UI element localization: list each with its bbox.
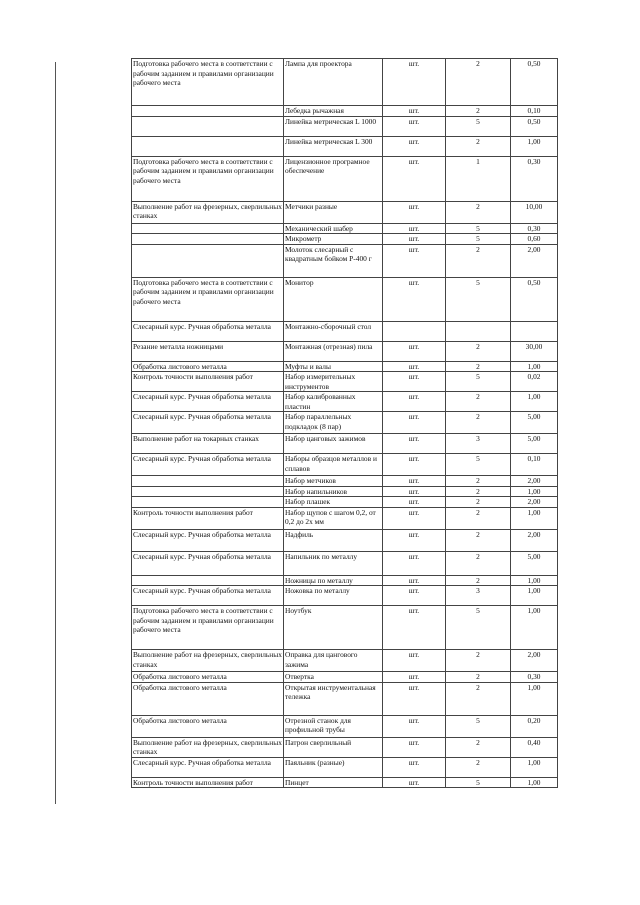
price-cell: 1,00 bbox=[511, 486, 558, 497]
quantity-cell: 5 bbox=[446, 454, 511, 476]
category-cell: Подготовка рабочего места в соответствии с рабочим заданием и правилами организации рабочего места bbox=[132, 156, 284, 201]
quantity-cell: 5 bbox=[446, 715, 511, 737]
price-cell: 30,00 bbox=[511, 341, 558, 361]
unit-cell: шт. bbox=[383, 672, 446, 683]
unit-cell: шт. bbox=[383, 244, 446, 277]
item-cell: Линейка метрическая L 300 bbox=[284, 136, 383, 156]
table-row bbox=[132, 321, 558, 341]
price-cell: 1,00 bbox=[511, 575, 558, 586]
quantity-cell bbox=[446, 321, 511, 341]
unit-cell: шт. bbox=[383, 486, 446, 497]
price-cell: 0,50 bbox=[511, 116, 558, 136]
quantity-cell: 2 bbox=[446, 201, 511, 223]
price-cell: 1,00 bbox=[511, 757, 558, 777]
table-row bbox=[132, 136, 558, 156]
item-cell: Отвертка bbox=[284, 672, 383, 683]
quantity-cell: 2 bbox=[446, 757, 511, 777]
item-cell: Монтажная (отрезная) пила bbox=[284, 341, 383, 361]
price-cell: 0,40 bbox=[511, 737, 558, 757]
item-cell: Патрон сверлильный bbox=[284, 737, 383, 757]
item-cell: Ноутбук bbox=[284, 606, 383, 650]
price-cell: 0,50 bbox=[511, 59, 558, 106]
category-cell: Слесарный курс. Ручная обработка металла bbox=[132, 321, 284, 341]
table-row bbox=[132, 223, 558, 234]
unit-cell: шт. bbox=[383, 201, 446, 223]
unit-cell: шт. bbox=[383, 507, 446, 529]
price-cell: 0,30 bbox=[511, 156, 558, 201]
item-cell: Лампа для проектора bbox=[284, 59, 383, 106]
unit-cell: шт. bbox=[383, 223, 446, 234]
price-cell: 0,50 bbox=[511, 277, 558, 321]
price-cell: 1,00 bbox=[511, 392, 558, 412]
item-cell: Набор измерительных инструментов bbox=[284, 372, 383, 392]
table-row bbox=[132, 777, 558, 788]
quantity-cell: 5 bbox=[446, 234, 511, 245]
table-row bbox=[132, 372, 558, 392]
table-row bbox=[132, 757, 558, 777]
unit-cell bbox=[383, 321, 446, 341]
price-cell: 0,10 bbox=[511, 106, 558, 117]
quantity-cell: 2 bbox=[446, 476, 511, 487]
quantity-cell: 2 bbox=[446, 136, 511, 156]
category-cell bbox=[132, 136, 284, 156]
table-row bbox=[132, 476, 558, 487]
quantity-cell: 2 bbox=[446, 507, 511, 529]
quantity-cell: 2 bbox=[446, 551, 511, 575]
item-cell: Набор щупов с шагом 0,2, от 0,2 до 2х мм bbox=[284, 507, 383, 529]
unit-cell: шт. bbox=[383, 737, 446, 757]
price-cell: 0,02 bbox=[511, 372, 558, 392]
item-cell: Наборы образцов металлов и сплавов bbox=[284, 454, 383, 476]
category-cell: Выполнение работ на токарных станках bbox=[132, 434, 284, 454]
price-cell: 0,20 bbox=[511, 715, 558, 737]
table-row bbox=[132, 529, 558, 551]
item-cell: Отрезной станок для профильной трубы bbox=[284, 715, 383, 737]
category-cell bbox=[132, 486, 284, 497]
table-row bbox=[132, 392, 558, 412]
category-cell: Слесарный курс. Ручная обработка металла bbox=[132, 586, 284, 606]
category-cell: Контроль точности выполнения работ bbox=[132, 372, 284, 392]
quantity-cell: 5 bbox=[446, 606, 511, 650]
price-cell: 1,00 bbox=[511, 777, 558, 788]
item-cell: Ножовка по металлу bbox=[284, 586, 383, 606]
table-row bbox=[132, 116, 558, 136]
item-cell: Метчики разные bbox=[284, 201, 383, 223]
quantity-cell: 2 bbox=[446, 529, 511, 551]
table-row bbox=[132, 586, 558, 606]
table-row bbox=[132, 201, 558, 223]
quantity-cell: 2 bbox=[446, 392, 511, 412]
price-cell: 5,00 bbox=[511, 412, 558, 434]
table-row bbox=[132, 244, 558, 277]
unit-cell: шт. bbox=[383, 412, 446, 434]
category-cell: Выполнение работ на фрезерных, сверлильных станках bbox=[132, 201, 284, 223]
table-row bbox=[132, 434, 558, 454]
category-cell: Контроль точности выполнения работ bbox=[132, 507, 284, 529]
price-cell: 5,00 bbox=[511, 551, 558, 575]
item-cell: Микрометр bbox=[284, 234, 383, 245]
unit-cell: шт. bbox=[383, 606, 446, 650]
unit-cell: шт. bbox=[383, 392, 446, 412]
table-row bbox=[132, 412, 558, 434]
table-row bbox=[132, 575, 558, 586]
unit-cell: шт. bbox=[383, 575, 446, 586]
category-cell: Обработка листового металла bbox=[132, 682, 284, 715]
category-cell: Выполнение работ на фрезерных, сверлильных станках bbox=[133, 737, 282, 756]
table-row bbox=[132, 715, 558, 737]
category-cell bbox=[132, 476, 284, 487]
table-row bbox=[132, 234, 558, 245]
unit-cell: шт. bbox=[383, 682, 446, 715]
category-cell: Выполнение работ на фрезерных, сверлильных станках bbox=[132, 650, 284, 672]
price-cell: 2,00 bbox=[511, 529, 558, 551]
unit-cell: шт. bbox=[383, 529, 446, 551]
quantity-cell: 2 bbox=[446, 672, 511, 683]
unit-cell: шт. bbox=[383, 116, 446, 136]
price-cell: 0,60 bbox=[511, 234, 558, 245]
category-cell: Подготовка рабочего места в соответствии с рабочим заданием и правилами организации рабочего места bbox=[132, 606, 284, 650]
quantity-cell: 2 bbox=[446, 737, 511, 757]
price-cell: 1,00 bbox=[511, 682, 558, 715]
item-cell: Молоток слесарный с квадратным бойком Р-400 г bbox=[284, 244, 383, 277]
table-row bbox=[132, 650, 558, 672]
category-cell: Обработка листового металла bbox=[132, 672, 284, 683]
quantity-cell: 1 bbox=[446, 156, 511, 201]
unit-cell: шт. bbox=[383, 106, 446, 117]
unit-cell: шт. bbox=[383, 59, 446, 106]
quantity-cell: 5 bbox=[446, 372, 511, 392]
table-row bbox=[132, 606, 558, 650]
category-cell: Подготовка рабочего места в соответствии с рабочим заданием и правилами организации рабочего места bbox=[132, 277, 284, 321]
category-cell: Слесарный курс. Ручная обработка металла bbox=[132, 757, 284, 777]
category-cell bbox=[132, 223, 284, 234]
quantity-cell: 2 bbox=[446, 682, 511, 715]
item-cell: Напильник по металлу bbox=[284, 551, 383, 575]
unit-cell: шт. bbox=[383, 757, 446, 777]
category-cell: Слесарный курс. Ручная обработка металла bbox=[132, 412, 284, 434]
quantity-cell: 2 bbox=[446, 244, 511, 277]
unit-cell: шт. bbox=[383, 434, 446, 454]
quantity-cell: 2 bbox=[446, 497, 511, 508]
quantity-cell: 2 bbox=[446, 575, 511, 586]
category-cell bbox=[132, 106, 284, 117]
item-cell: Набор плашек bbox=[284, 497, 383, 508]
price-cell: 2,00 bbox=[511, 497, 558, 508]
price-cell: 0,30 bbox=[511, 223, 558, 234]
table-row bbox=[132, 551, 558, 575]
item-cell: Открытая инструментальная тележка bbox=[284, 682, 383, 715]
item-cell: Набор калиброванных пластин bbox=[284, 392, 383, 412]
price-cell: 0,30 bbox=[511, 672, 558, 683]
item-cell: Пинцет bbox=[284, 777, 383, 788]
page-margin-line bbox=[55, 62, 56, 804]
category-cell bbox=[132, 244, 284, 277]
category-cell: Слесарный курс. Ручная обработка металла bbox=[132, 529, 284, 551]
category-cell: Слесарный курс. Ручная обработка металла bbox=[132, 392, 284, 412]
unit-cell: шт. bbox=[383, 372, 446, 392]
table-row bbox=[132, 106, 558, 117]
category-cell: Слесарный курс. Ручная обработка металла bbox=[132, 551, 284, 575]
item-cell: Ножницы по металлу bbox=[284, 575, 383, 586]
quantity-cell: 2 bbox=[446, 59, 511, 106]
price-cell: 1,00 bbox=[511, 361, 558, 372]
quantity-cell: 2 bbox=[446, 486, 511, 497]
category-cell: Обработка листового металла bbox=[132, 715, 284, 737]
quantity-cell: 2 bbox=[446, 361, 511, 372]
table-row bbox=[132, 672, 558, 683]
quantity-cell: 5 bbox=[446, 777, 511, 788]
price-cell: 5,00 bbox=[511, 434, 558, 454]
unit-cell: шт. bbox=[383, 476, 446, 487]
table-row bbox=[132, 497, 558, 508]
quantity-cell: 5 bbox=[446, 277, 511, 321]
category-cell bbox=[132, 234, 284, 245]
item-cell: Линейка метрическая L 1000 bbox=[284, 116, 383, 136]
item-cell: Лебедка рычажная bbox=[284, 106, 383, 117]
unit-cell: шт. bbox=[383, 234, 446, 245]
unit-cell: шт. bbox=[383, 586, 446, 606]
unit-cell: шт. bbox=[383, 341, 446, 361]
quantity-cell: 3 bbox=[446, 586, 511, 606]
price-cell bbox=[511, 321, 558, 341]
item-cell: Надфиль bbox=[284, 529, 383, 551]
equipment-table bbox=[131, 58, 558, 788]
item-cell: Набор цанговых зажимов bbox=[284, 434, 383, 454]
equipment-table-body bbox=[132, 59, 558, 788]
unit-cell: шт. bbox=[383, 156, 446, 201]
quantity-cell: 5 bbox=[446, 223, 511, 234]
item-cell: Паяльник (разные) bbox=[284, 757, 383, 777]
unit-cell: шт. bbox=[383, 551, 446, 575]
item-cell: Монитор bbox=[284, 277, 383, 321]
category-cell bbox=[132, 497, 284, 508]
item-cell: Набор метчиков bbox=[284, 476, 383, 487]
price-cell: 1,00 bbox=[511, 136, 558, 156]
unit-cell: шт. bbox=[383, 361, 446, 372]
item-cell: Монтажно-сборочный стол bbox=[284, 321, 383, 341]
quantity-cell: 5 bbox=[446, 116, 511, 136]
table-row bbox=[132, 277, 558, 321]
quantity-cell: 2 bbox=[446, 341, 511, 361]
table-row bbox=[132, 341, 558, 361]
price-cell: 10,00 bbox=[511, 201, 558, 223]
table-row bbox=[132, 507, 558, 529]
table-row bbox=[132, 682, 558, 715]
unit-cell: шт. bbox=[383, 497, 446, 508]
item-cell: Набор параллельных подкладок (8 пар) bbox=[284, 412, 383, 434]
unit-cell: шт. bbox=[383, 650, 446, 672]
price-cell: 1,00 bbox=[511, 606, 558, 650]
table-row bbox=[132, 737, 558, 757]
category-cell: Контроль точности выполнения работ bbox=[132, 777, 284, 788]
category-cell bbox=[132, 575, 284, 586]
table-row bbox=[132, 361, 558, 372]
category-cell: Резание металла ножницами bbox=[132, 341, 284, 361]
unit-cell: шт. bbox=[383, 136, 446, 156]
price-cell: 2,00 bbox=[511, 244, 558, 277]
quantity-cell: 2 bbox=[446, 650, 511, 672]
category-cell: Обработка листового металла bbox=[132, 361, 284, 372]
price-cell: 2,00 bbox=[511, 476, 558, 487]
unit-cell: шт. bbox=[383, 777, 446, 788]
price-cell: 1,00 bbox=[511, 586, 558, 606]
category-cell: Слесарный курс. Ручная обработка металла bbox=[132, 454, 284, 476]
table-row bbox=[132, 454, 558, 476]
quantity-cell: 3 bbox=[446, 434, 511, 454]
quantity-cell: 2 bbox=[446, 106, 511, 117]
price-cell: 2,00 bbox=[511, 650, 558, 672]
category-cell: Подготовка рабочего места в соответствии с рабочим заданием и правилами организации рабочего места bbox=[132, 59, 284, 106]
item-cell: Муфты и валы bbox=[284, 361, 383, 372]
item-cell: Набор напильников bbox=[284, 486, 383, 497]
unit-cell: шт. bbox=[383, 454, 446, 476]
item-cell: Механический шабер bbox=[284, 223, 383, 234]
table-row bbox=[132, 59, 558, 106]
table-row bbox=[132, 156, 558, 201]
table-row bbox=[132, 486, 558, 497]
category-cell bbox=[132, 116, 284, 136]
item-cell: Лицензионное програмное обеспечение bbox=[284, 156, 383, 201]
item-cell: Оправка для цангового зажима bbox=[284, 650, 383, 672]
quantity-cell: 2 bbox=[446, 412, 511, 434]
unit-cell: шт. bbox=[383, 277, 446, 321]
price-cell: 1,00 bbox=[511, 507, 558, 529]
unit-cell: шт. bbox=[383, 715, 446, 737]
price-cell: 0,10 bbox=[511, 454, 558, 476]
